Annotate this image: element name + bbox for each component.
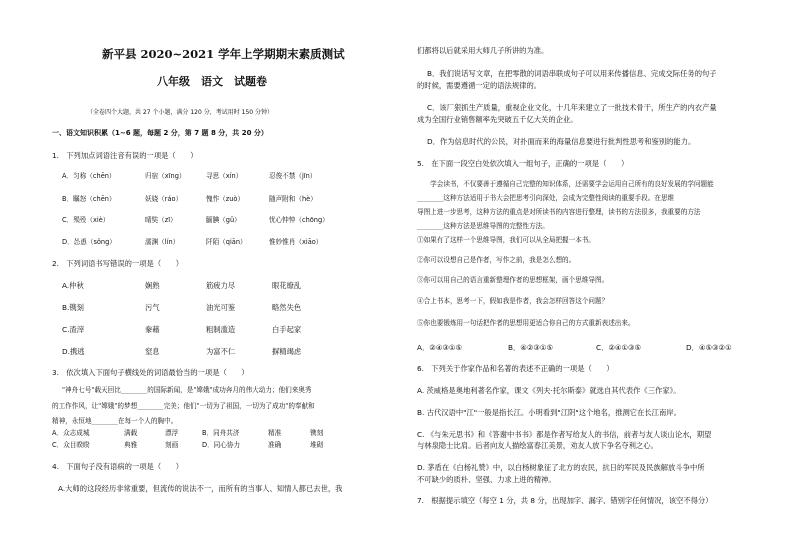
option-cell: 镌刻 xyxy=(310,429,324,437)
question-6-stem: 6. 下列关于作家作品和名著的表述不正确的一项是（ ） xyxy=(417,364,614,373)
exam-note: （全卷四个大题，共 27 个小题，满分 120 分，考试用时 150 分钟） xyxy=(87,109,273,116)
question-3-stem: 3. 依次填入下面句子横线处的词语最恰当的一项是（ ） xyxy=(52,368,249,377)
option-cell: 归宿（xīng） xyxy=(145,172,186,180)
option-cell: 忧心忡忡（chōng） xyxy=(269,216,329,224)
option-cell: D．怂恿（sǒng） xyxy=(62,238,116,246)
question-4-option-c: C．该厂狠抓生产质量，重视企业文化，十几年来建立了一批技术骨干，所生产的内衣产量 xyxy=(427,103,717,112)
question-4-stem: 4. 下面句子没有语病的一项是（ ） xyxy=(52,462,184,471)
option-cell: 娴熟 xyxy=(145,281,160,290)
option-cell: 污气 xyxy=(145,303,160,312)
option-cell: 堆砌 xyxy=(310,441,324,449)
question-5-item: ④合上书本，思考一下，假如我是作者，我会怎样回答这个问题？ xyxy=(417,297,609,305)
question-7-stem: 7. 根据提示填空（每空 1 分，共 8 分，出现加字、漏字、错别字任何情况，该空不得分） xyxy=(417,496,713,505)
option-cell: 忍俊不禁（jīn） xyxy=(269,172,317,180)
question-6-option-a: A. 茨威格是奥地利著名作家，课文《列夫·托尔斯泰》就选自其代表作《三作家》。 xyxy=(417,386,681,395)
question-4-option-c-cont: 成为全国行业销售额率先突破五千亿大关的企业。 xyxy=(417,115,578,124)
option-cell: 晴奘（zī） xyxy=(145,216,177,224)
option-cell: C.渣滓 xyxy=(62,325,85,334)
option-cell: B．瞩怒（chēn） xyxy=(62,195,116,203)
exam-title: 新平县 2020~2021 学年上学期期末素质测试 xyxy=(102,47,345,61)
question-6-option-c-cont: 与林泉隐士比肩。后者向友人描绘富春江美景，劝友人放下争名夺利之心。 xyxy=(417,441,658,450)
option-cell: D．④⑤③②① xyxy=(686,343,732,352)
option-cell: 略然失色 xyxy=(272,303,302,312)
question-3-passage: 精神，永恒地________在每一个人的胸中。 xyxy=(52,417,178,425)
option-cell: 刻画 xyxy=(165,441,179,449)
option-cell: 漂浮 xyxy=(165,429,179,437)
option-cell: A．匀称（chēn） xyxy=(62,172,116,180)
option-cell: 摒精竭虑 xyxy=(272,347,302,356)
question-5-item: ②你可以设想自己是作者，写作之前，我是怎么想的。 xyxy=(417,256,576,264)
question-5-item: ①如果有了这样一个思维导图，我们可以从全局把握一本书。 xyxy=(417,236,596,244)
option-cell: 为富不仁 xyxy=(206,347,236,356)
option-cell: 精准 xyxy=(268,429,282,437)
option-cell: 腼腆（gǔ） xyxy=(206,216,241,224)
option-cell: B．同舟共济 xyxy=(202,429,240,437)
option-cell: 眼花缭乱 xyxy=(272,281,302,290)
option-cell: 愧怍（zuò） xyxy=(206,195,245,203)
option-cell: D．同心协力 xyxy=(202,441,241,449)
question-5-passage: ________这种方法是思维导图的完整性方法。 xyxy=(417,222,549,230)
question-5-stem: 5. 在下面一段空白处依次填入一组句子，正确的一项是（ ） xyxy=(417,159,629,168)
question-4-option-b: B．我们说话写文章，在把零散的词语串联成句子可以用来传播信息、完成交际任务的句子 xyxy=(427,69,717,78)
option-cell: A．众志成城 xyxy=(52,429,90,437)
option-cell: 窒息 xyxy=(145,347,160,356)
question-5-passage: 导图上进一步思考，这种方法的重点是对所读书的内容进行整理，读书的方法很多，我重要的方法 xyxy=(417,208,701,216)
question-4-option-b-cont: 的时候，需要遵循一定的语法规律的。 xyxy=(417,81,542,90)
question-6-option-b: B. 古代汉语中"江"一般是指长江。小明看到"江阴"这个地名，推测它在长江南岸。 xyxy=(417,408,681,417)
option-cell: 准确 xyxy=(268,441,282,449)
option-cell: B．④②③①⑤ xyxy=(508,343,554,352)
option-cell: 随声附和（hè） xyxy=(269,195,317,203)
option-cell: C．众目睽睽 xyxy=(52,441,90,449)
question-4-option-a: A.大师的这段经历非常重要，但流传的说法不一，而所有的当事人、知情人都已去世，我 xyxy=(58,484,343,493)
option-cell: 典雅 xyxy=(124,441,138,449)
option-cell: 豢藉 xyxy=(145,325,160,334)
question-6-option-d-cont: 不可缺少的质朴、坚强、力求上进的精神。 xyxy=(417,475,556,484)
option-cell: B.镌刻 xyxy=(62,303,84,312)
exam-subtitle: 八年级 语文 试题卷 xyxy=(157,75,267,88)
option-cell: 阡陌（qiān） xyxy=(206,238,247,246)
question-5-item: ③你可以用自己的语言重新整理作者的思想框架，画个思维导图。 xyxy=(417,276,609,284)
question-2-stem: 2. 下列词语书写错误的一项是（ ） xyxy=(52,259,184,268)
question-5-passage: ________这种方法适用于书大会把思考引向深处，会成为完整性阅读的重要手段。在思维 xyxy=(417,194,675,202)
question-4-option-d: D．作为信息时代的公民，对扑面而来的海量信息要进行批判性思考和鉴别的能力。 xyxy=(427,137,696,146)
option-cell: 妖娆（ráo） xyxy=(145,195,183,203)
question-3-passage: 的工作作风，让"嫦娥"的梦想________完美；他们"一切为了祖国，一切为了成功"的奉献和 xyxy=(52,402,315,410)
option-cell: 筋疲力尽 xyxy=(206,281,236,290)
question-6-option-d: D. 茅盾在《白杨礼赞》中，以白杨树象征了北方的农民，抗日的军民及民族解放斗争中所 xyxy=(417,463,705,472)
question-6-option-c: C. 《与朱元思书》和《答谢中书书》都是作者写给友人的书信，前者与友人谈山论水，期望 xyxy=(417,430,712,439)
option-cell: A.仲秋 xyxy=(62,281,84,290)
option-cell: 白手起家 xyxy=(272,325,302,334)
question-4-option-a-cont: 们都将以后就采用大师几子所讲的为准。 xyxy=(417,46,549,55)
option-cell: 濡渊（lín） xyxy=(145,238,180,246)
option-cell: C．殒殁（xiè） xyxy=(62,216,110,224)
option-cell: 惟妙惟肖（xiāo） xyxy=(269,238,323,246)
section-heading: 一、语文知识积累（1~6 题，每题 2 分，第 7 题 8 分，共 20 分） xyxy=(52,129,268,137)
option-cell: D.携逃 xyxy=(62,347,85,356)
option-cell: 粗制滥造 xyxy=(206,325,236,334)
question-5-passage: 学会读书，不仅要善于遵循自己完整的知识体系，还需要学会运用自己所有的良好发展的学问题能 xyxy=(417,180,714,188)
option-cell: 寻思（xín） xyxy=(206,172,243,180)
question-3-passage: "神舟七号"载天回比________的国际新闻，是"嫦娥"成功奔月的伟大动力；他们来奥秀 xyxy=(62,386,312,394)
question-5-item: ⑤你也要锻炼用一句话把作者的思想用更适合你自己的方式重新表述出来。 xyxy=(417,319,635,327)
question-1-stem: 1. 下列加点词语注音有误的一项是（ ） xyxy=(52,151,198,160)
option-cell: 满载 xyxy=(124,429,138,437)
option-cell: 油光可鉴 xyxy=(206,303,236,312)
option-cell: C．②④①③⑤ xyxy=(596,343,642,352)
option-cell: A．②④③①⑤ xyxy=(417,343,462,352)
